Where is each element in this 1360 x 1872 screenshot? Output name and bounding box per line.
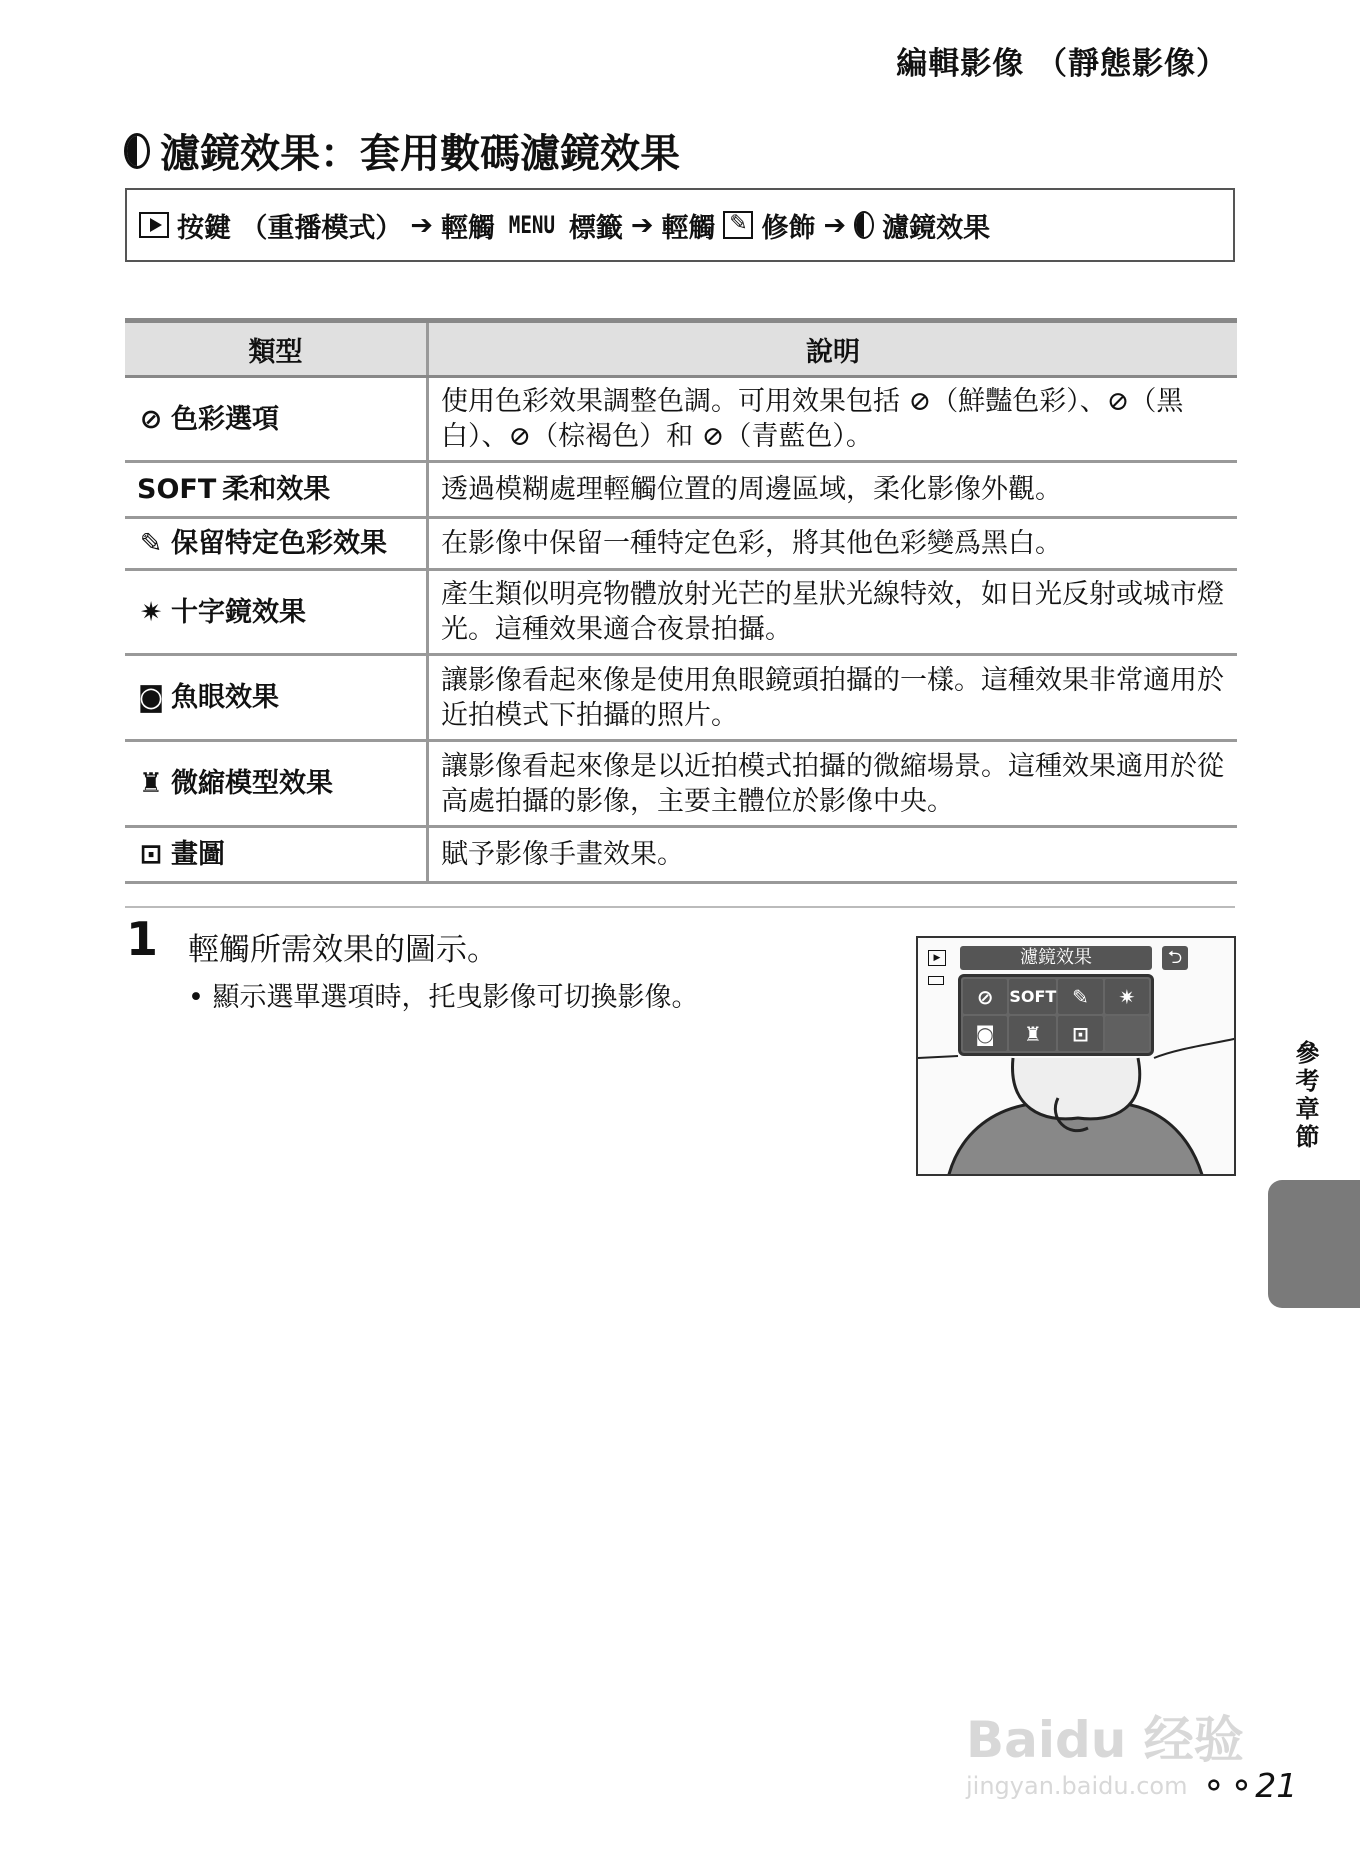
table-row xyxy=(125,827,1237,883)
step-bullet-note: • 顯示選單選項時，托曳影像可切換影像。 xyxy=(188,982,699,1013)
running-header: 編輯影像 （靜態影像） xyxy=(896,46,1228,82)
filter-effects-table xyxy=(125,318,1237,884)
nav-key-label: 按鍵 （重播模式） xyxy=(177,212,403,244)
section-title xyxy=(124,122,680,179)
side-tab-label: 參考章節 xyxy=(1291,1040,1319,1152)
description-cell: 在影像中保留一種特定色彩，將其他色彩變爲黑白。 xyxy=(428,518,1238,570)
description-cell: 讓影像看起來像是使用魚眼鏡頭拍攝的一樣。這種效果非常適用於近拍模式下拍攝的照片。 xyxy=(428,655,1238,741)
arrow-icon: ➔ xyxy=(410,209,434,241)
type-column-header: 類型 xyxy=(125,321,428,377)
side-tab xyxy=(1268,1180,1360,1308)
type-label: 畫圖 xyxy=(171,839,225,870)
type-cell xyxy=(125,462,428,518)
page-number: ⚬⚬21 xyxy=(1200,1766,1298,1805)
type-cell xyxy=(125,827,428,883)
step-instruction: 輕觸所需效果的圖示。 xyxy=(188,932,498,968)
selective-color-icon: ✎ xyxy=(139,528,163,559)
type-label: 微縮模型效果 xyxy=(171,768,333,799)
painting-icon: ⊡ xyxy=(139,839,163,870)
table-row xyxy=(125,462,1237,518)
table-row xyxy=(125,518,1237,570)
type-label: 柔和效果 xyxy=(222,474,331,505)
arrow-icon: ➔ xyxy=(630,209,654,241)
nav-retouch-label: 修飾 xyxy=(761,212,816,244)
painting-button[interactable]: ⊡ xyxy=(1058,1016,1102,1051)
soft-icon: SOFT xyxy=(137,474,217,505)
arrow-icon: ➔ xyxy=(823,209,847,241)
section-title-text: 濾鏡效果：套用數碼濾鏡效果 xyxy=(160,131,680,177)
miniature-button[interactable]: ♜ xyxy=(1009,1016,1056,1051)
menu-tab-icon: MENU xyxy=(508,211,556,239)
table-header-row xyxy=(125,321,1237,377)
type-cell xyxy=(125,518,428,570)
description-column-header: 說明 xyxy=(428,321,1238,377)
fisheye-icon: ◙ xyxy=(137,682,165,713)
playback-button-icon xyxy=(139,212,169,238)
navigation-path-box xyxy=(125,188,1235,262)
table-row xyxy=(125,741,1237,827)
table-row xyxy=(125,570,1237,655)
baidu-watermark: Baidu 经验 xyxy=(966,1711,1244,1769)
selective-color-button[interactable]: ✎ xyxy=(1058,979,1102,1014)
table-row xyxy=(125,655,1237,741)
type-label: 魚眼效果 xyxy=(171,682,279,713)
type-cell xyxy=(125,570,428,655)
nav-touch-label-2: 輕觸 xyxy=(661,212,716,244)
nav-filter-label: 濾鏡效果 xyxy=(882,212,991,244)
description-cell: 產生類似明亮物體放射光芒的星狀光線特效，如日光反射或城市燈光。這種效果適合夜景拍攝。 xyxy=(428,570,1238,655)
filter-icon-grid xyxy=(958,974,1154,1056)
cross-screen-icon: ✷ xyxy=(139,596,163,628)
description-cell: 透過模糊處理輕觸位置的周邊區域，柔化影像外觀。 xyxy=(428,462,1238,518)
color-options-icon: ⊘ xyxy=(139,403,163,435)
step-number: 1 xyxy=(126,912,159,966)
nav-tab-label: 標籤 xyxy=(568,212,623,244)
nav-touch-label: 輕觸 xyxy=(441,212,496,244)
retouch-icon: ✎ xyxy=(723,211,753,239)
battery-icon xyxy=(928,976,944,985)
type-label: 保留特定色彩效果 xyxy=(171,528,387,559)
table-row xyxy=(125,377,1237,462)
camera-screen-illustration xyxy=(916,936,1236,1176)
color-options-button[interactable]: ⊘ xyxy=(963,979,1007,1014)
filter-effect-icon xyxy=(854,211,874,239)
description-cell: 賦予影像手畫效果。 xyxy=(428,827,1238,883)
screen-menu-title: 濾鏡效果 xyxy=(960,946,1152,970)
screen-playback-icon: ▶ xyxy=(928,950,946,966)
description-cell: 使用色彩效果調整色調。可用效果包括 ⊘（鮮豔色彩）、⊘（黑白）、⊘（棕褐色）和 ⊘（青藍色）。 xyxy=(428,377,1238,462)
back-button[interactable]: ⮌ xyxy=(1162,946,1188,970)
type-cell xyxy=(125,377,428,462)
empty-grid-cell xyxy=(1105,1016,1149,1051)
section-divider xyxy=(125,906,1235,908)
type-label: 色彩選項 xyxy=(171,403,279,435)
watermark-url: jingyan.baidu.com xyxy=(966,1772,1188,1800)
description-cell: 讓影像看起來像是以近拍模式拍攝的微縮場景。這種效果適用於從高處拍攝的影像，主要主體位於影像中央。 xyxy=(428,741,1238,827)
fisheye-button[interactable]: ◙ xyxy=(963,1016,1007,1051)
soft-button[interactable]: SOFT xyxy=(1009,979,1056,1014)
filter-effect-icon xyxy=(124,133,150,169)
cross-screen-button[interactable]: ✷ xyxy=(1105,979,1149,1014)
type-cell xyxy=(125,655,428,741)
type-cell xyxy=(125,741,428,827)
miniature-icon: ♜ xyxy=(138,768,164,799)
type-label: 十字鏡效果 xyxy=(171,596,306,628)
